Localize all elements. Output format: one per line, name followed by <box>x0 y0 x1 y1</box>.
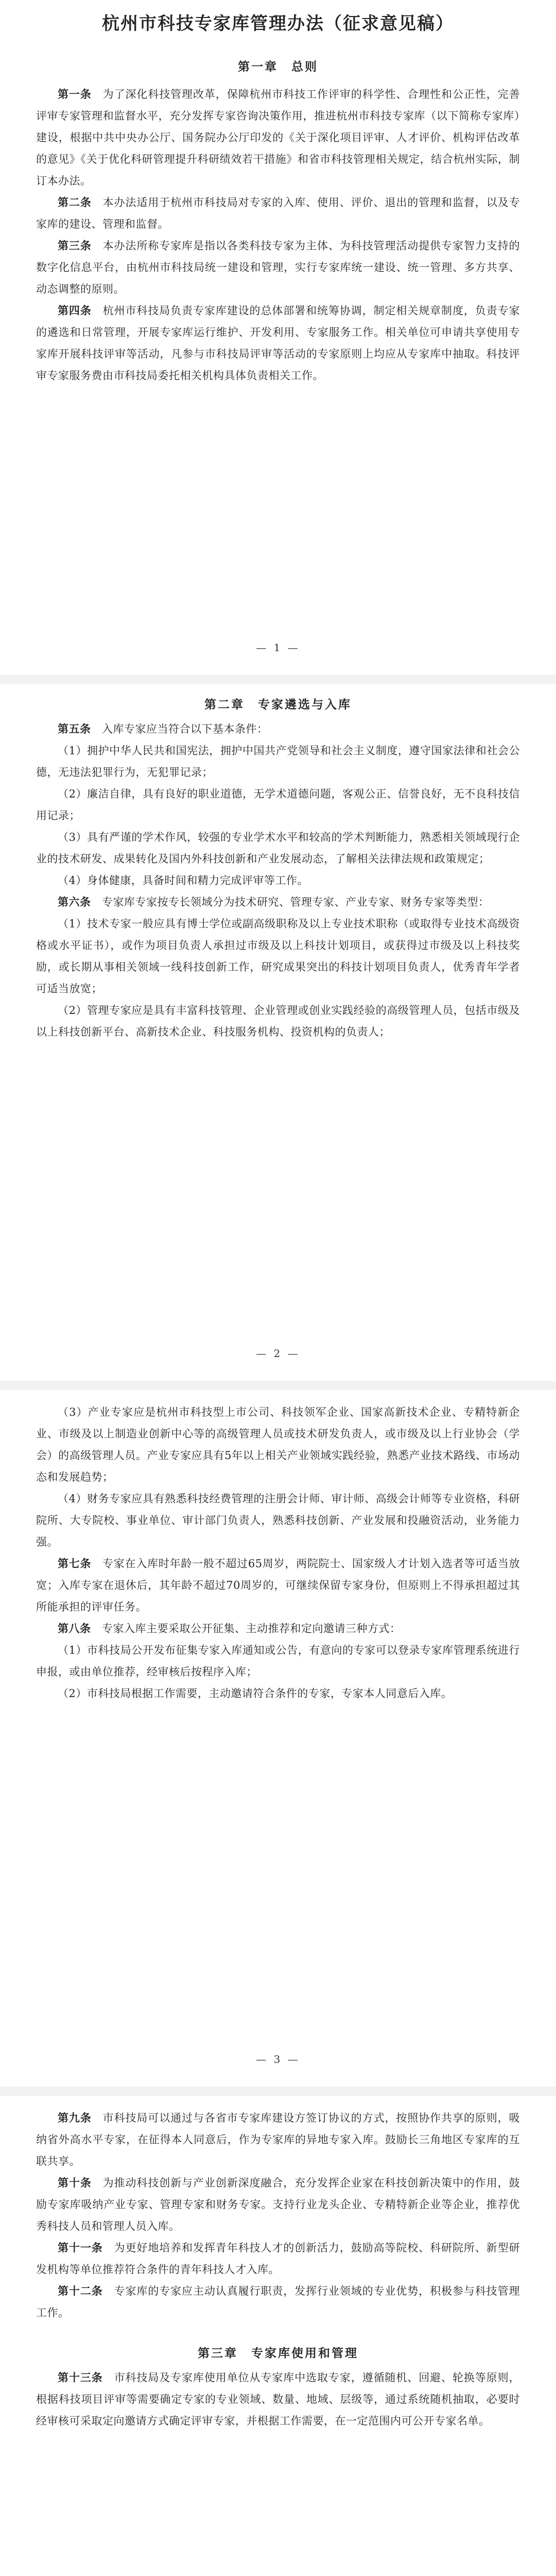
page-2 <box>0 696 556 1043</box>
document-title: 杭州市科技专家库管理办法（征求意见稿） <box>102 13 454 34</box>
page-4 <box>0 2107 556 2432</box>
article-11: 第十一条 为更好地培养和发挥青年科技人才的创新活力，鼓励高等院校、科研院所、新型研发机构等单位推荐符合条件的青年科技人才入库。 <box>36 2242 520 2276</box>
article-2: 第二条 本办法适用于杭州市科技局对专家的入库、使用、评价、退出的管理和监督，以及专家库的建设、管理和监督。 <box>36 196 520 230</box>
article-6-item: （2）管理专家应是具有丰富科技管理、企业管理或创业实践经验的高级管理人员，包括市级及以上科技创新平台、高新技术企业、科技服务机构、投资机构的负责人； <box>36 1004 520 1038</box>
article-5: 第五条 入库专家应当符合以下基本条件： <box>58 723 268 735</box>
article-3: 第三条 本办法所称专家库是指以各类科技专家为主体、为科技管理活动提供专家智力支持的数字化信息平台，由杭州市科技局统一建设和管理，实行专家库统一建设、统一管理、多方共享、动态调整的原则。 <box>36 240 520 295</box>
article-5-item: （4）身体健康，具备时间和精力完成评审等工作。 <box>58 874 308 887</box>
page-1 <box>0 10 556 386</box>
article-9: 第九条 市科技局可以通过与各省市专家库建设方签订协议的方式，按照协作共享的原则，吸纳省外高水平专家，在征得本人同意后，作为专家库的异地专家入库。鼓励长三角地区专家库的互联共享。 <box>36 2112 520 2167</box>
article-5-item: （1）拥护中华人民共和国宪法，拥护中国共产党领导和社会主义制度，遵守国家法律和社会公德，无违法犯罪行为，无犯罪记录； <box>36 744 520 778</box>
article-6-item: （3）产业专家应是杭州市科技型上市公司、科技领军企业、国家高新技术企业、专精特新企业、市级及以上制造业创新中心等的高级管理人员或技术研发负责人，或市级及以上行业协会（学会）的高级管理人员。产业专家应具有5年以上相关产业领域实践经验，熟悉产业技术路线、市场动态和发展趋势； <box>36 1406 520 1483</box>
page-number-3: — 3 — <box>256 2053 300 2065</box>
article-12: 第十二条 专家库的专家应主动认真履行职责，发挥行业领域的专业优势，积极参与科技管理工作。 <box>36 2285 520 2319</box>
page-separator <box>0 675 556 684</box>
chapter-1-heading: 第一章 总则 <box>238 60 318 74</box>
article-8: 第八条 专家入库主要采取公开征集、主动推荐和定向邀请三种方式： <box>58 1622 401 1635</box>
article-6-item: （1）技术专家一般应具有博士学位或副高级职称及以上专业技术职称（或取得专业技术高级资格或水平证书），或作为项目负责人承担过市级及以上科技计划项目，或获得过市级及以上科技奖励，或长期从事相关领域一线科技创新工作，研究成果突出的科技计划项目负责人，优秀青年学者可适当放宽； <box>36 918 520 995</box>
article-10: 第十条 为推动科技创新与产业创新深度融合，充分发挥企业家在科技创新决策中的作用，鼓励专家库吸纳产业专家、管理专家和财务专家。支持行业龙头企业、专精特新企业等企业，推荐优秀科技人员和管理人员入库。 <box>36 2177 520 2232</box>
article-5-item: （2）廉洁自律，具有良好的职业道德，无学术道德问题，客观公正、信誉良好，无不良科技信用记录； <box>36 788 520 822</box>
page-separator <box>0 1381 556 1390</box>
page-separator <box>0 2087 556 2096</box>
article-13: 第十三条 市科技局及专家库使用单位从专家库中选取专家，遵循随机、回避、轮换等原则，根据科技项目评审等需要确定专家的专业领域、数量、地域、层级等，通过系统随机抽取，必要时经审核可采取定向邀请方式确定评审专家，并根据工作需要，在一定范围内可公开专家名单。 <box>36 2371 520 2427</box>
page-3 <box>0 1401 556 1704</box>
article-4: 第四条 杭州市科技局负责专家库建设的总体部署和统筹协调，制定相关规章制度，负责专家的遴选和日常管理，开展专家库运行维护、开发利用、专家服务工作。相关单位可申请共享使用专家库开展科技评审等活动，凡参与市科技局评审等活动的专家原则上均应从专家库中抽取。科技评审专家服务费由市科技局委托相关机构具体负责相关工作。 <box>36 304 520 382</box>
article-7: 第七条 专家在入库时年龄一般不超过65周岁，两院院士、国家级人才计划入选者等可适当放宽；入库专家在退休后，其年龄不超过70周岁的，可继续保留专家身份，但原则上不得承担超过其所能承担的评审任务。 <box>36 1557 520 1613</box>
article-6-item: （4）财务专家应具有熟悉科技经费管理的注册会计师、审计师、高级会计师等专业资格，科研院所、大专院校、事业单位、审计部门负责人，熟悉科技创新、产业发展和投融资活动，业务能力强。 <box>36 1493 520 1548</box>
chapter-3-heading: 第三章 专家库使用和管理 <box>198 2347 358 2360</box>
article-5-item: （3）具有严谨的学术作风，较强的专业学术水平和较高的学术判断能力，熟悉相关领域现行企业的技术研发、成果转化及国内外科技创新和产业发展动态，了解相关法律法规和政策规定； <box>36 831 520 865</box>
article-1: 第一条 为了深化科技管理改革，保障杭州市科技工作评审的科学性、合理性和公正性，完善评审专家管理和监督水平，充分发挥专家咨询决策作用，推进杭州市科技专家库（以下简称专家库）建设，根据中共中央办公厅、国务院办公厅印发的《关于深化项目评审、人才评价、机构评估改革的意见》《关于优化科研管理提升科研绩效若干措施》和省市科技管理相关规定，结合杭州实际，制订本办法。 <box>36 88 520 187</box>
page-number-2: — 2 — <box>256 1347 300 1360</box>
article-6: 第六条 专家库专家按专长领域分为技术研究、管理专家、产业专家、财务专家等类型： <box>58 896 490 908</box>
article-8-item: （1）市科技局公开发布征集专家入库通知或公告，有意向的专家可以登录专家库管理系统进行申报，或由单位推荐，经审核后按程序入库； <box>36 1644 520 1678</box>
chapter-2-heading: 第二章 专家遴选与入库 <box>204 698 352 711</box>
page-number-1: — 1 — <box>256 641 300 654</box>
article-8-item: （2）市科技局根据工作需要，主动邀请符合条件的专家，专家本人同意后入库。 <box>58 1687 453 1700</box>
